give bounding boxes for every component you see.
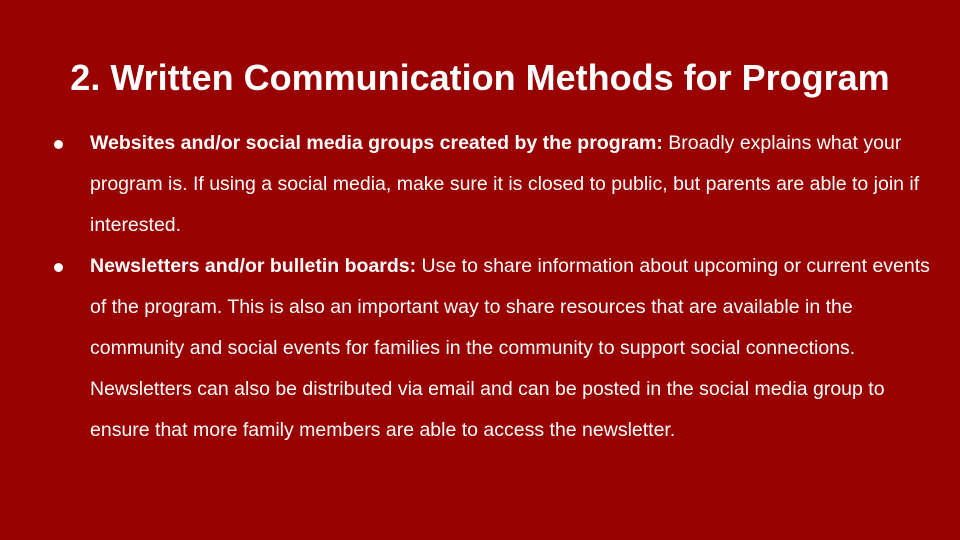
bullet-text: Broadly explains what your program is. If using a social media, make sure it is closed to public, but parents are able to join if interested. (90, 132, 920, 236)
bullet-text: Use to share information about upcoming or current events of the program. This is also an important way to share resources that are available in the community and social events for families in the community to support social connections. Newsletters can also be distributed via email and can be posted in the social media group to ensure that more family members are able to access the newsletter. (90, 255, 930, 441)
bullet-lead: Websites and/or social media groups created by the program: (90, 132, 663, 154)
bullet-dot-icon (54, 140, 63, 149)
bullet-list (52, 123, 932, 451)
bullet-item-newsletters (52, 246, 932, 451)
bullet-dot-icon (54, 263, 63, 272)
bullet-item-websites (52, 123, 932, 246)
bullet-lead: Newsletters and/or bulletin boards: (90, 255, 417, 277)
slide-title: 2. Written Communication Methods for Program (70, 57, 890, 98)
